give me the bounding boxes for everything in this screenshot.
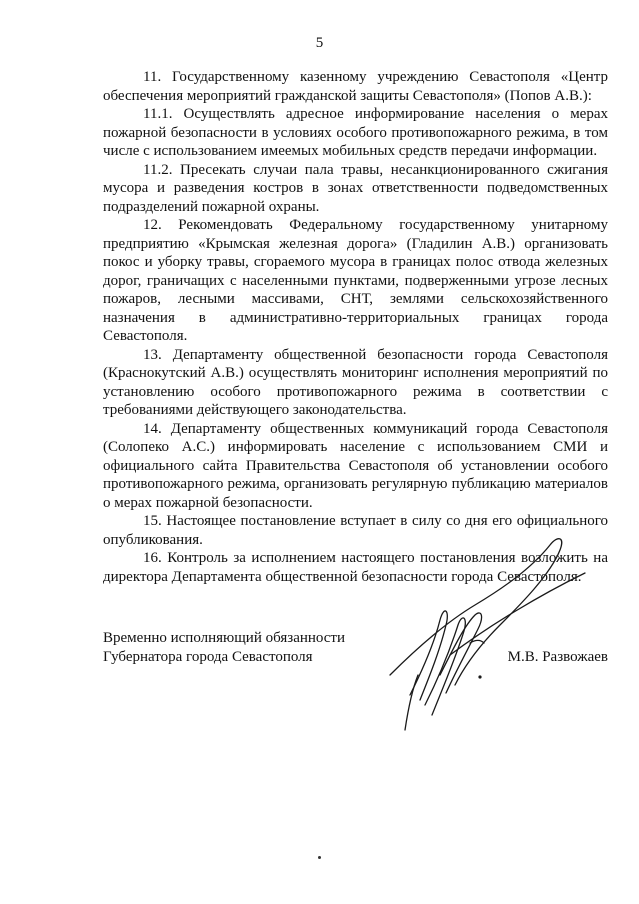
signatory-title-line2: Губернатора города Севастополя bbox=[103, 649, 313, 665]
paragraph-14: 14. Департаменту общественных коммуникаций города Севастополя (Солопеко А.С.) информировать население с использованием СМИ и официального сайта Правительства Севастополя об установлении особого противопожарного режима, организовать регулярную публикацию материалов о мерах пожарной безопасности. bbox=[103, 420, 608, 511]
page-number: 5 bbox=[315, 35, 324, 51]
signatory-title-line1: Временно исполняющий обязанности bbox=[103, 630, 346, 646]
paragraph-11-2: 11.2. Пресекать случаи пала травы, несанкционированного сжигания мусора и разведения костров в зонах ответственности подведомственных подразделений пожарной охраны. bbox=[103, 161, 608, 215]
signature-block bbox=[103, 629, 608, 667]
paragraph-12: 12. Рекомендовать Федеральному государственному унитарному предприятию «Крымская железная дорога» (Гладилин А.В.) организовать покос и уборку травы, сгораемого мусора в границах полос отвода железных дорог, граничащих с населенными пунктами, подверженными угрозе лесных пожаров, лесными массивами, СНТ, землями сельскохозяйственного назначения в административно-территориальных границах города Севастополя. bbox=[103, 217, 608, 344]
paragraph-15: 15. Настоящее постановление вступает в силу со дня его официального опубликования. bbox=[103, 513, 608, 548]
paragraph-16: 16. Контроль за исполнением настоящего постановления возложить на директора Департамента общественной безопасности города Севастополя. bbox=[103, 550, 608, 585]
document-body bbox=[103, 68, 608, 586]
paragraph-11: 11. Государственному казенному учреждению Севастополя «Центр обеспечения мероприятий гражданской защиты Севастополя» (Попов А.В.): bbox=[103, 69, 608, 104]
paragraph-13: 13. Департаменту общественной безопасности города Севастополя (Краснокутский А.В.) осуществлять мониторинг исполнения мероприятий по установлению особого противопожарного режима в соответствии с требованиями действующего законодательства. bbox=[103, 346, 608, 418]
scan-dot-mark bbox=[318, 856, 321, 859]
signatory-name: М.В. Развожаев bbox=[507, 649, 608, 665]
paragraph-11-1: 11.1. Осуществлять адресное информирование населения о мерах пожарной безопасности в условиях особого противопожарного режима, в том числе с использованием имеемых мобильных средств передачи информации. bbox=[103, 106, 608, 159]
